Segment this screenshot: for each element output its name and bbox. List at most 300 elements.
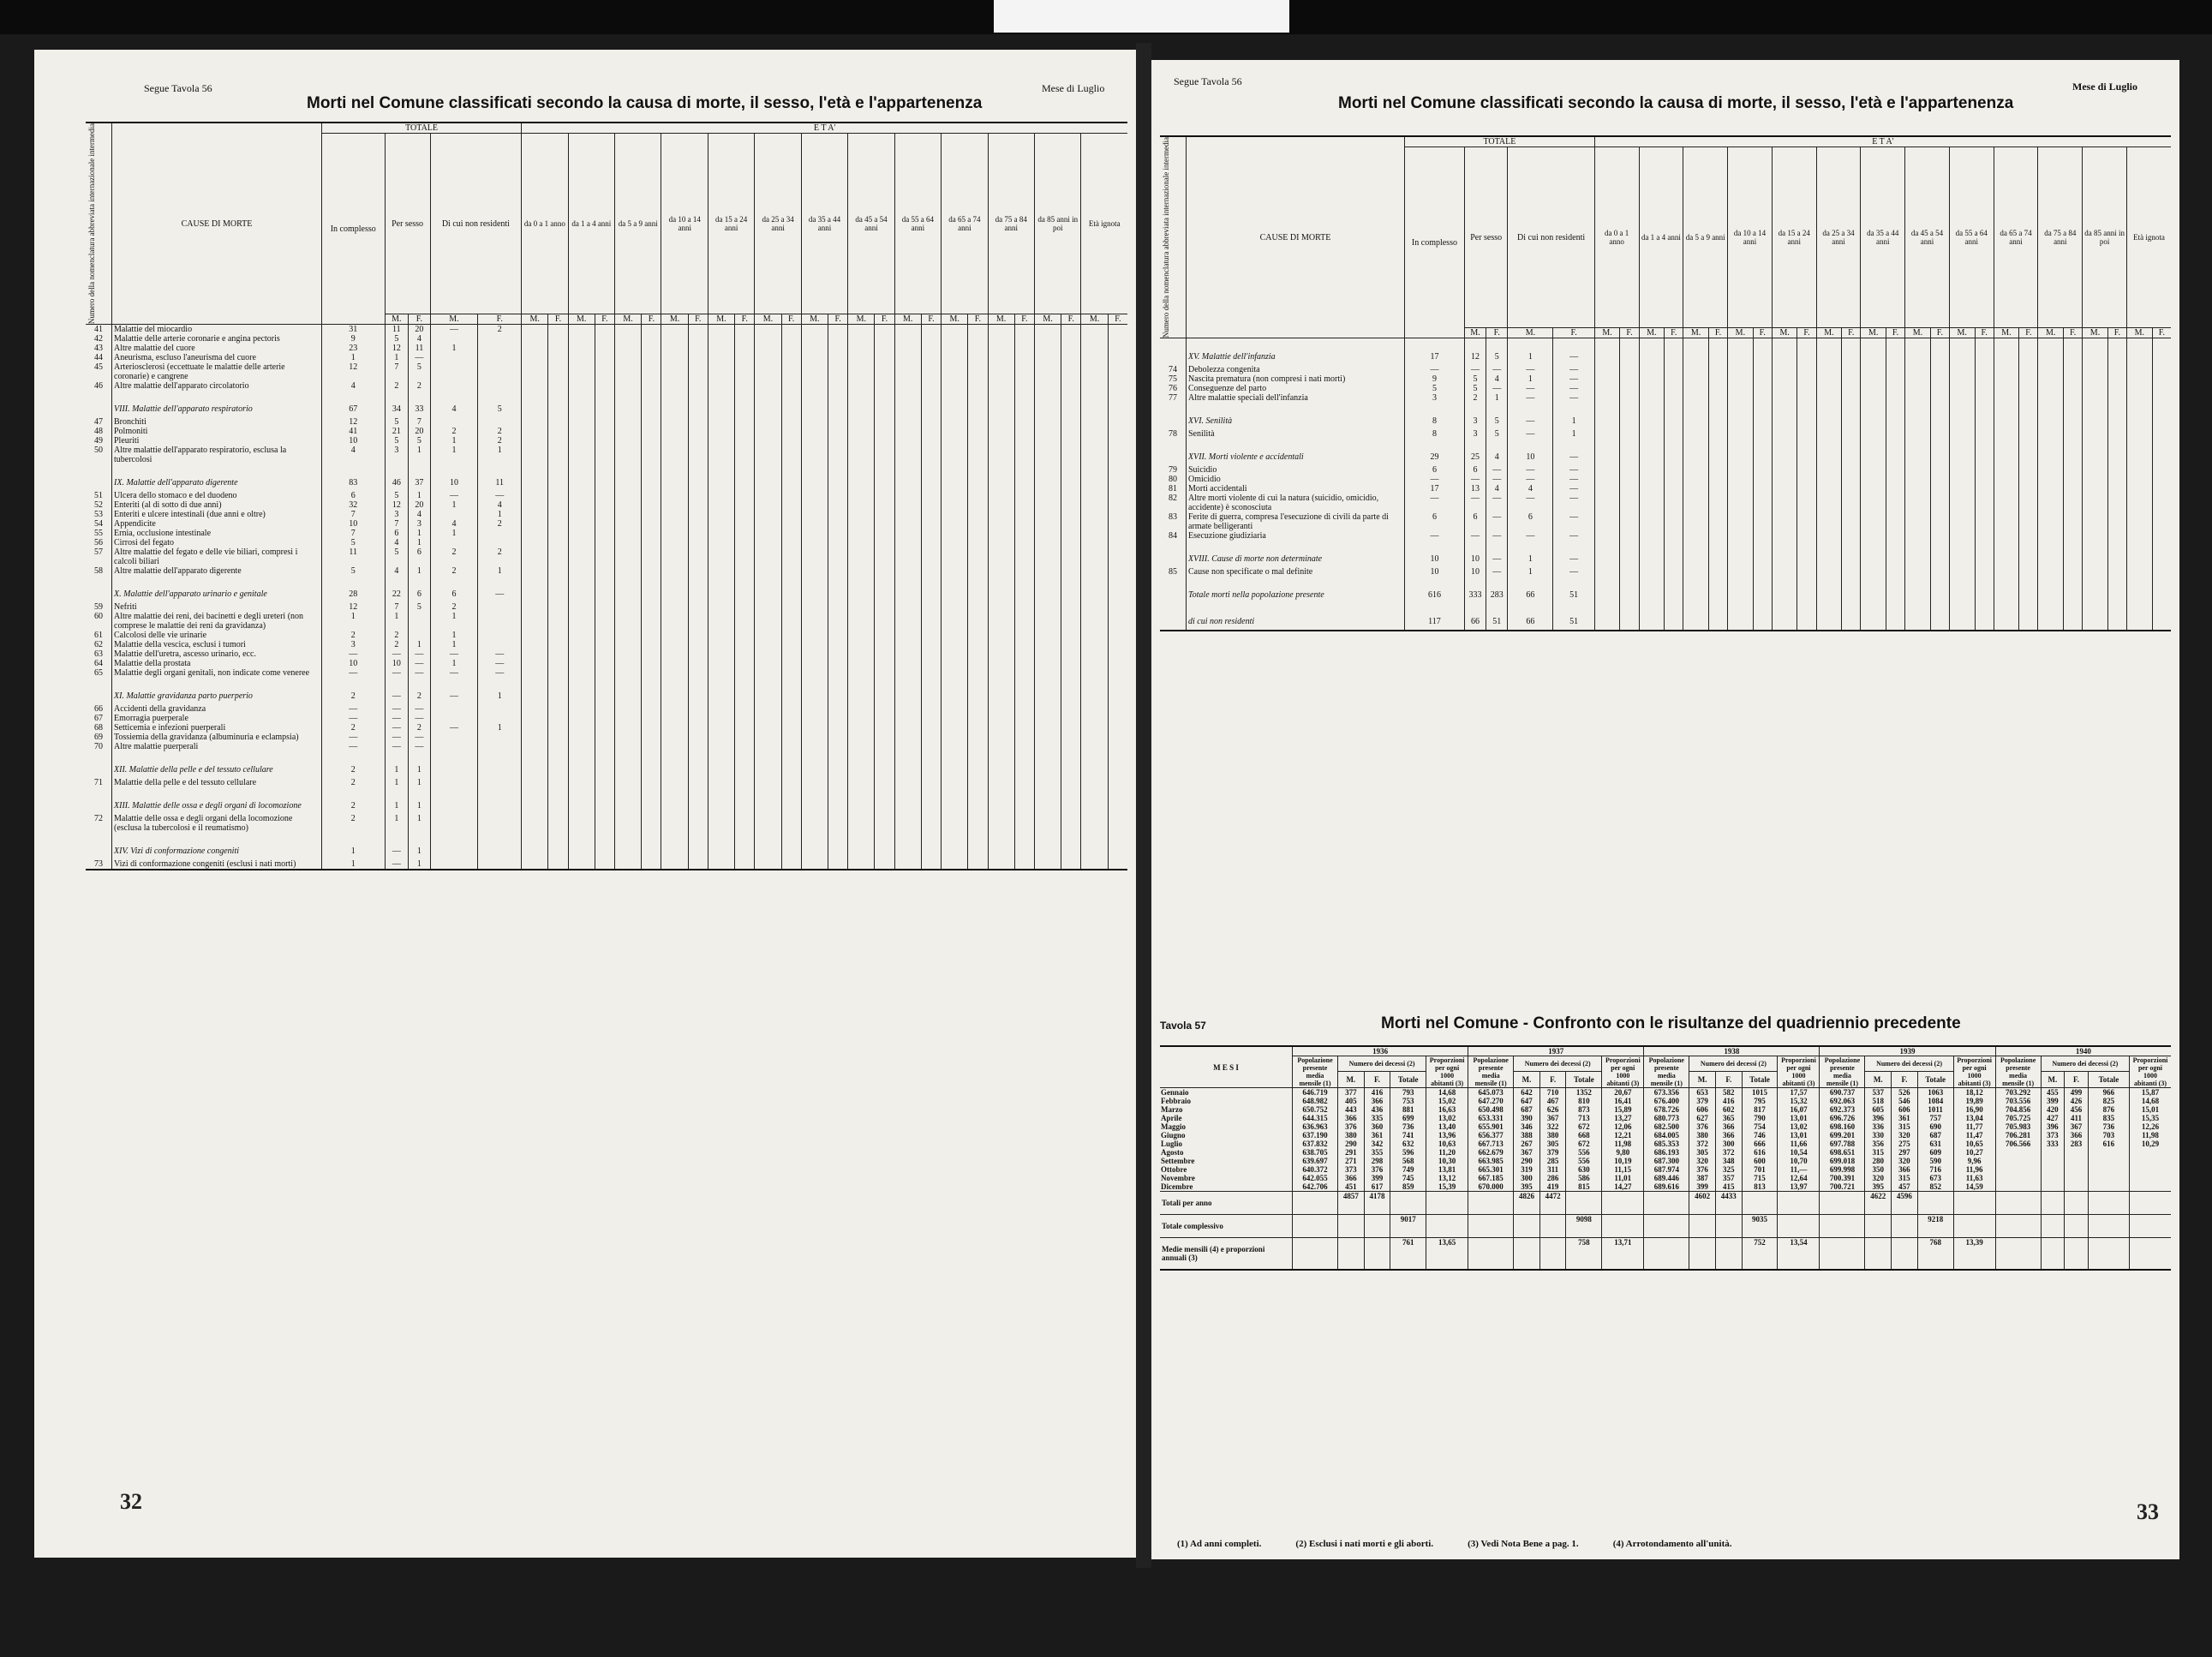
age-cell [1886, 465, 1904, 475]
age-cell [921, 649, 941, 659]
age-cell [921, 678, 941, 704]
blank-cell [2130, 1215, 2172, 1238]
month-cell: 642 [1514, 1088, 1540, 1098]
age-cell [1061, 659, 1081, 668]
age-cell [1034, 547, 1061, 566]
age-cell [1014, 704, 1034, 714]
age-cell [688, 640, 708, 649]
age-cell [1683, 475, 1709, 484]
age-cell [828, 751, 847, 778]
totale-label: TOTALE [1405, 136, 1595, 147]
row-number: 49 [94, 436, 103, 446]
age-cell [894, 668, 921, 678]
table-row [1160, 374, 2171, 384]
col-f-label: F. [1486, 328, 1508, 338]
table-row [86, 704, 1127, 714]
age-cell [1665, 475, 1683, 484]
age-cell [661, 814, 688, 833]
row-value-m: — [385, 742, 409, 751]
row-cause: Enteriti e ulcere intestinali (due anni e oltre) [112, 510, 322, 519]
row-value-f [409, 612, 430, 631]
age-cell [2019, 465, 2038, 475]
age-cell [921, 427, 941, 436]
age-cell [988, 500, 1014, 510]
age-cell [1842, 384, 1861, 393]
age-cell [1816, 429, 1842, 439]
age-cell [1620, 384, 1639, 393]
age-cell [921, 436, 941, 446]
age-cell [894, 491, 921, 500]
age-cell [828, 859, 847, 870]
table-row [1160, 465, 2171, 475]
page-title: Morti nel Comune classificati secondo la causa di morte, il sesso, l'età e l'appartenenza [1338, 94, 2014, 112]
age-cell [801, 640, 828, 649]
age-cell [548, 723, 568, 733]
age-cell [875, 417, 894, 427]
age-cell [568, 566, 595, 576]
age-cell [1594, 475, 1620, 484]
age-cell [642, 814, 661, 833]
age-cell [735, 344, 755, 353]
row-number: 62 [94, 640, 103, 650]
col-m-label: M. [1772, 328, 1797, 338]
age-cell [735, 334, 755, 344]
age-cell [548, 714, 568, 723]
month-cell [2065, 1174, 2089, 1182]
row-value-m: 1 [385, 751, 409, 778]
row-value-t: 10 [1405, 567, 1465, 577]
mesi-label: M E S I [1160, 1046, 1293, 1088]
age-cell [2126, 393, 2152, 403]
age-cell [2152, 494, 2171, 512]
age-cell [828, 602, 847, 612]
age-cell [2126, 338, 2152, 366]
age-cell [1108, 491, 1127, 500]
blank-cell [1715, 1238, 1742, 1271]
age-cell [735, 538, 755, 547]
row-value-m: 6 [1464, 512, 1486, 531]
non-residenti-label: Di cui non residenti [1508, 147, 1594, 328]
row-number [86, 678, 112, 704]
month-cell: 673.356 [1644, 1088, 1689, 1098]
age-cell [1665, 365, 1683, 374]
age-cell [1861, 567, 1886, 577]
age-cell [522, 733, 548, 742]
age-cell [1665, 465, 1683, 475]
age-band-label: da 85 anni in poi [1034, 134, 1080, 314]
age-cell [875, 576, 894, 602]
col-m-label: M. [1816, 328, 1842, 338]
month-cell: 518 [1865, 1097, 1892, 1105]
age-cell [1620, 577, 1639, 603]
row-value-t: 10 [1405, 541, 1465, 567]
month-cell: 556 [1566, 1148, 1602, 1157]
age-cell [661, 391, 688, 417]
month-cell: 366 [1892, 1165, 1918, 1174]
blank-cell [1995, 1215, 2041, 1238]
age-cell [708, 751, 734, 778]
month-cell: 704.856 [1995, 1105, 2041, 1114]
row-value-m: — [385, 714, 409, 723]
month-cell: 285 [1539, 1157, 1566, 1165]
row-value-t: 32 [322, 500, 386, 510]
m-label: M. [2041, 1071, 2065, 1087]
row-value-f: 1 [409, 814, 430, 833]
age-cell [1816, 465, 1842, 475]
age-cell [2038, 403, 2064, 429]
footnote: (1) Ad anni completi. [1177, 1539, 1262, 1549]
age-cell [548, 547, 568, 566]
age-cell [615, 742, 642, 751]
age-cell [708, 602, 734, 612]
age-cell [2064, 531, 2083, 541]
age-cell [1797, 365, 1816, 374]
header-right: Mese di Luglio [1042, 82, 1105, 94]
age-cell [1753, 531, 1772, 541]
age-cell [921, 547, 941, 566]
age-cell [1014, 859, 1034, 870]
age-cell [1905, 603, 1931, 631]
row-value-f: — [409, 668, 430, 678]
age-cell [1061, 427, 1081, 436]
month-cell: 13,12 [1426, 1174, 1468, 1182]
month-cell: 456 [2065, 1105, 2089, 1114]
age-cell [988, 723, 1014, 733]
age-cell [1975, 465, 1994, 475]
row-value-nm: — [1508, 475, 1553, 484]
row-value-nm: — [430, 325, 478, 335]
age-cell [828, 659, 847, 668]
age-cell [894, 510, 921, 519]
table-row [86, 640, 1127, 649]
age-cell [801, 751, 828, 778]
age-cell [1772, 567, 1797, 577]
age-cell [1728, 374, 1754, 384]
age-cell [942, 538, 968, 547]
f-label: F. [2065, 1071, 2089, 1087]
age-cell [968, 859, 988, 870]
age-cell [828, 491, 847, 500]
month-cell: 876 [2088, 1105, 2129, 1114]
month-cell: 322 [1539, 1122, 1566, 1131]
age-cell [661, 723, 688, 733]
table-row [86, 436, 1127, 446]
row-cause: XII. Malattie della pelle e del tessuto cellulare [112, 751, 322, 778]
age-cell [708, 714, 734, 723]
age-cell [1886, 541, 1904, 567]
month-cell: 692.373 [1820, 1105, 1865, 1114]
age-cell [1930, 429, 1949, 439]
age-cell [988, 519, 1014, 529]
col-f-label: F. [1886, 328, 1904, 338]
age-cell [968, 566, 988, 576]
row-value-nf: 11 [478, 464, 522, 491]
blank-cell [1995, 1192, 2041, 1215]
table-row [86, 714, 1127, 723]
age-cell [1994, 577, 2019, 603]
age-cell [708, 704, 734, 714]
row-value-f: 37 [409, 464, 430, 491]
table-row [1160, 484, 2171, 494]
age-cell [848, 678, 875, 704]
month-cell: 290 [1514, 1157, 1540, 1165]
col-f-label: F. [688, 314, 708, 325]
blank-cell [1644, 1238, 1689, 1271]
row-value-t: 8 [1405, 429, 1465, 439]
age-cell [1816, 577, 1842, 603]
age-cell [968, 427, 988, 436]
age-cell [688, 612, 708, 631]
age-cell [615, 778, 642, 787]
age-cell [1930, 541, 1949, 567]
age-cell [781, 714, 801, 723]
month-label: Dicembre [1161, 1182, 1193, 1191]
age-cell [688, 344, 708, 353]
age-cell [615, 362, 642, 381]
age-cell [568, 778, 595, 787]
age-cell [1034, 446, 1061, 464]
age-cell [1034, 391, 1061, 417]
row-value-nm [430, 733, 478, 742]
age-cell [988, 391, 1014, 417]
age-cell [1753, 338, 1772, 366]
age-cell [548, 344, 568, 353]
month-cell: 653.331 [1468, 1114, 1514, 1122]
age-cell [661, 427, 688, 436]
age-cell [1728, 429, 1754, 439]
month-cell: 690 [1917, 1122, 1953, 1131]
age-cell [875, 714, 894, 723]
age-cell [781, 491, 801, 500]
age-cell [522, 510, 548, 519]
age-cell [1108, 436, 1127, 446]
age-cell [688, 510, 708, 519]
month-cell: 590 [1917, 1157, 1953, 1165]
age-band-label: da 75 a 84 anni [988, 134, 1034, 314]
age-cell [942, 436, 968, 446]
col-f-label: F. [1753, 328, 1772, 338]
age-cell [1081, 640, 1108, 649]
age-cell [781, 733, 801, 742]
blank-cell [1820, 1192, 1865, 1215]
age-cell [1108, 381, 1127, 391]
age-cell [595, 325, 614, 335]
month-cell: 703.556 [1995, 1097, 2041, 1105]
month-cell: 852 [1917, 1182, 1953, 1192]
age-cell [801, 446, 828, 464]
deaths-table-left [86, 122, 1127, 870]
age-cell [642, 733, 661, 742]
age-cell [894, 751, 921, 778]
age-cell [595, 814, 614, 833]
age-cell [735, 519, 755, 529]
age-cell [1905, 567, 1931, 577]
age-cell [968, 602, 988, 612]
age-cell [688, 325, 708, 335]
age-cell [642, 344, 661, 353]
age-cell [1014, 381, 1034, 391]
age-cell [968, 833, 988, 859]
age-cell [1861, 484, 1886, 494]
month-cell: 390 [1514, 1114, 1540, 1122]
age-cell [1905, 429, 1931, 439]
comparison-table [1160, 1045, 2171, 1271]
month-cell: 348 [1715, 1157, 1742, 1165]
age-cell [1930, 374, 1949, 384]
age-cell [2064, 429, 2083, 439]
month-cell: 373 [1338, 1165, 1365, 1174]
age-cell [755, 344, 781, 353]
age-cell [708, 510, 734, 519]
month-cell: 19,89 [1953, 1097, 1995, 1105]
col-f-label: F. [1930, 328, 1949, 338]
age-cell [894, 714, 921, 723]
age-cell [615, 859, 642, 870]
age-cell [942, 631, 968, 640]
age-cell [894, 325, 921, 335]
age-cell [828, 436, 847, 446]
month-cell [2130, 1157, 2172, 1165]
age-cell [1905, 541, 1931, 567]
month-label: Novembre [1161, 1174, 1195, 1182]
age-cell [1620, 475, 1639, 484]
age-band-label: Età ignota [2126, 147, 2171, 328]
age-cell [1108, 659, 1127, 668]
monthly-mean: 758 [1566, 1238, 1602, 1271]
age-cell [755, 612, 781, 631]
age-cell [1772, 403, 1797, 429]
age-cell [1886, 384, 1904, 393]
row-value-f: — [409, 353, 430, 362]
age-cell [968, 631, 988, 640]
prop-label: Proporzioni per ogni 1000 abitanti (3) [2130, 1056, 2172, 1088]
age-cell [1034, 602, 1061, 612]
age-cell [755, 538, 781, 547]
age-cell [615, 547, 642, 566]
age-cell [1994, 494, 2019, 512]
age-cell [642, 417, 661, 427]
age-cell [1861, 393, 1886, 403]
age-cell [595, 547, 614, 566]
age-cell [548, 391, 568, 417]
age-cell [988, 417, 1014, 427]
month-cell: 15,39 [1426, 1182, 1468, 1192]
age-cell [1620, 494, 1639, 512]
row-value-nf: — [1553, 384, 1594, 393]
age-cell [1034, 510, 1061, 519]
age-cell [1081, 417, 1108, 427]
age-cell [708, 659, 734, 668]
age-cell [595, 566, 614, 576]
age-cell [781, 631, 801, 640]
blank-cell [2065, 1215, 2089, 1238]
age-cell [568, 519, 595, 529]
age-cell [1081, 733, 1108, 742]
age-cell [1594, 465, 1620, 475]
age-cell [2038, 567, 2064, 577]
month-cell [2041, 1165, 2065, 1174]
age-cell [661, 510, 688, 519]
age-cell [661, 631, 688, 640]
age-cell [1061, 446, 1081, 464]
age-cell [642, 436, 661, 446]
age-cell [894, 446, 921, 464]
age-cell [2107, 475, 2126, 484]
age-cell [801, 859, 828, 870]
in-complesso-label: In complesso [322, 134, 386, 325]
row-value-t: — [322, 714, 386, 723]
row-value-nf: — [478, 668, 522, 678]
age-cell [801, 353, 828, 362]
age-cell [1905, 374, 1931, 384]
row-cause: Conseguenze del parto [1187, 384, 1405, 393]
age-cell [1594, 439, 1620, 465]
month-cell: 881 [1390, 1105, 1426, 1114]
age-cell [2107, 567, 2126, 577]
age-cell [1708, 475, 1727, 484]
age-cell [1994, 439, 2019, 465]
table-row [1160, 475, 2171, 484]
age-cell [1034, 714, 1061, 723]
age-cell [2107, 384, 2126, 393]
age-cell [2064, 484, 2083, 494]
month-cell: 416 [1715, 1097, 1742, 1105]
row-value-nf [478, 859, 522, 870]
age-cell [1949, 439, 1975, 465]
age-cell [661, 362, 688, 381]
age-cell [942, 334, 968, 344]
age-cell [801, 668, 828, 678]
age-cell [988, 814, 1014, 833]
month-cell: 457 [1892, 1182, 1918, 1192]
age-cell [2064, 365, 2083, 374]
age-cell [1034, 500, 1061, 510]
row-value-f: 1 [409, 640, 430, 649]
age-cell [1886, 484, 1904, 494]
age-cell [1081, 436, 1108, 446]
age-cell [688, 668, 708, 678]
month-cell: 835 [2088, 1114, 2129, 1122]
table-row [86, 566, 1127, 576]
age-cell [548, 814, 568, 833]
age-cell [548, 529, 568, 538]
age-cell [642, 464, 661, 491]
age-cell [781, 427, 801, 436]
age-cell [1772, 384, 1797, 393]
age-cell [708, 391, 734, 417]
age-cell [1081, 833, 1108, 859]
age-cell [1861, 338, 1886, 366]
month-cell: 10,54 [1778, 1148, 1820, 1157]
age-cell [801, 631, 828, 640]
age-cell [942, 778, 968, 787]
age-cell [1683, 603, 1709, 631]
age-cell [661, 529, 688, 538]
age-cell [1014, 814, 1034, 833]
month-cell [2130, 1148, 2172, 1157]
age-cell [1108, 814, 1127, 833]
age-cell [1061, 464, 1081, 491]
row-value-m: 5 [385, 491, 409, 500]
row-value-m: 6 [1464, 465, 1486, 475]
month-cell: 546 [1892, 1097, 1918, 1105]
age-cell [1639, 365, 1665, 374]
age-cell [875, 602, 894, 612]
blank-cell [1892, 1238, 1918, 1271]
age-cell [595, 362, 614, 381]
row-value-m: 12 [385, 500, 409, 510]
month-cell: 9,80 [1602, 1148, 1644, 1157]
